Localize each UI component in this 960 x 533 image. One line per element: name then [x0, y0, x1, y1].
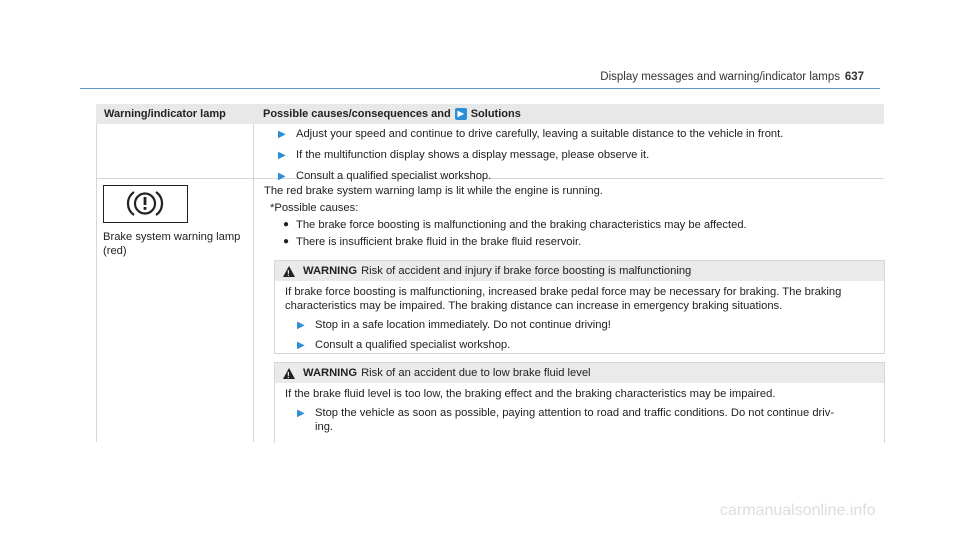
- warning-title: Risk of accident and injury if brake force boosting is malfunctioning: [361, 265, 692, 277]
- intro-text: The red brake system warning lamp is lit while the engine is running.: [264, 185, 603, 197]
- table-column-divider: [253, 124, 254, 442]
- warning-label: WARNING: [303, 367, 358, 379]
- warning-box: [274, 260, 885, 354]
- causes-label: *Possible causes:: [270, 202, 359, 214]
- arrow-right-icon: ▶: [278, 171, 286, 182]
- warning-label: WARNING: [303, 265, 358, 277]
- table-border-left: [96, 124, 97, 442]
- arrow-right-icon: ▶: [297, 340, 305, 351]
- bullet-icon: ●: [283, 236, 290, 247]
- cause-item: There is insufficient brake fluid in the brake fluid reservoir.: [296, 236, 582, 248]
- header-rule: [80, 88, 880, 89]
- table-header-causes: [253, 107, 521, 121]
- warning-triangle-icon: !: [283, 266, 295, 277]
- table-header-lamp: Warning/indicator lamp: [104, 108, 226, 120]
- cause-item: The brake force boosting is malfunctioning and the braking characteristics may be affected.: [296, 219, 747, 231]
- page-number: 637: [844, 71, 864, 83]
- arrow-right-icon: ▶: [297, 408, 305, 419]
- lamp-label: Brake system warning lamp (red): [103, 231, 241, 257]
- running-header: Display messages and warning/indicator lamps: [600, 71, 840, 83]
- bullet-icon: ●: [283, 219, 290, 230]
- table-header-solutions-label: Solutions: [470, 108, 521, 120]
- warning-step: Stop in a safe location immediately. Do not continue driving!: [315, 319, 611, 331]
- warning-body: If brake force boosting is malfunctioning, increased brake pedal force may be necessary for braking. The braking characteristics may be impaired. The braking distance can increase in emergency braking situations.: [285, 286, 842, 312]
- warning-step: Stop the vehicle as soon as possible, paying attention to road and traffic conditions. Do not continue driv-ing.: [315, 407, 835, 433]
- warning-triangle-icon: !: [283, 368, 295, 379]
- step-text: If the multifunction display shows a display message, please observe it.: [296, 149, 650, 161]
- arrow-right-icon: ▶: [297, 320, 305, 331]
- watermark: carmanualsonline.info: [720, 502, 876, 519]
- warning-box: [274, 362, 885, 443]
- warning-header: [275, 261, 884, 281]
- table-header: [96, 104, 884, 124]
- warning-header: [275, 363, 884, 383]
- warning-lamp-table: [96, 104, 884, 124]
- warning-step: Consult a qualified specialist workshop.: [315, 339, 511, 351]
- warning-body: If the brake fluid level is too low, the braking effect and the braking characteristics may be impaired.: [285, 388, 776, 400]
- table-header-causes-label: Possible causes/consequences and: [263, 108, 451, 120]
- arrow-right-icon: ▶: [455, 108, 467, 120]
- step-text: Consult a qualified specialist workshop.: [296, 170, 492, 182]
- arrow-right-icon: ▶: [278, 150, 286, 161]
- step-text: Adjust your speed and continue to drive carefully, leaving a suitable distance to the vehicle in front.: [296, 128, 784, 140]
- arrow-right-icon: ▶: [278, 129, 286, 140]
- warning-title: Risk of an accident due to low brake fluid level: [361, 367, 591, 379]
- brake-warning-icon: [103, 185, 188, 223]
